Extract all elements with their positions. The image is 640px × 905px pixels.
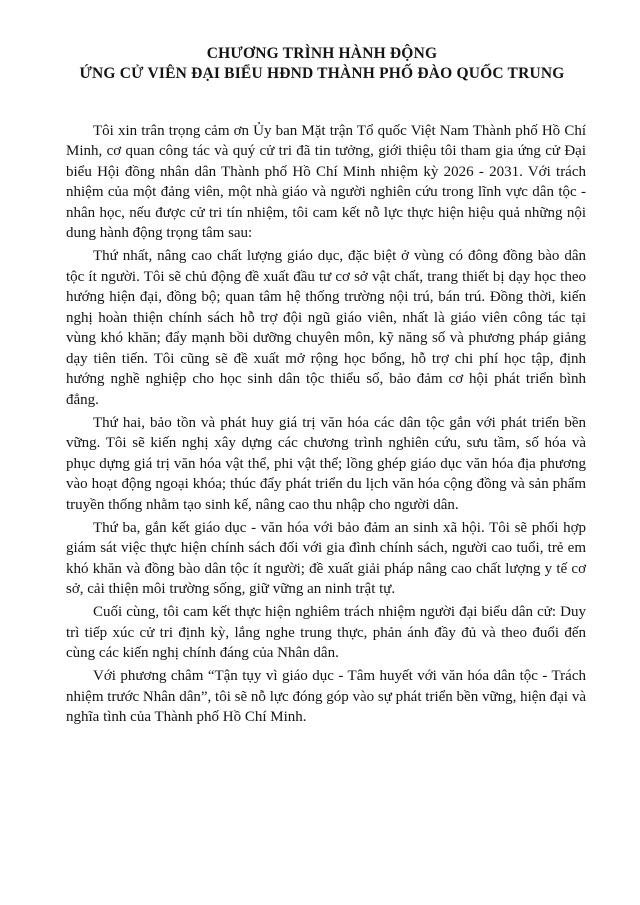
document-title-line-1: CHƯƠNG TRÌNH HÀNH ĐỘNG [206,45,438,62]
paragraph-intro: Tôi xin trân trọng cảm ơn Ủy ban Mặt trận Tổ quốc Việt Nam Thành phố Hồ Chí Minh, cơ quan công tác và quý cử tri đã tin tưởng, giới thiệu tôi tham gia ứng cử Đại biểu Hội đồng nhân dân Thành phố Hồ Chí Minh nhiệm kỳ 2026 - 2031. Với trách nhiệm của một đảng viên, một nhà giáo và người nghiên cứu trong lĩnh vực dân tộc - nhân học, nếu được cử tri tín nhiệm, tôi cam kết nỗ lực thực hiện hiệu quả những nội dung hành động trọng tâm sau: [66,122,586,241]
paragraph-motto-closing: Với phương châm “Tận tụy vì giáo dục - Tâm huyết với văn hóa dân tộc - Trách nhiệm trước Nhân dân”, tôi sẽ nỗ lực đóng góp vào sự phát triển bền vững, hiện đại và nghĩa tình của Thành phố Hồ Chí Minh. [66,668,586,725]
paragraph-final-commitment: Cuối cùng, tôi cam kết thực hiện nghiêm trách nhiệm người đại biểu dân cử: Duy trì tiếp xúc cử tri định kỳ, lắng nghe trung thực, phản ánh đầy đủ và theo đuổi đến cùng các kiến nghị chính đáng của Nhân dân. [66,604,586,661]
paragraph-first-point: Thứ nhất, nâng cao chất lượng giáo dục, đặc biệt ở vùng có đông đồng bào dân tộc ít người. Tôi sẽ chủ động đề xuất đầu tư cơ sở vật chất, trang thiết bị dạy học theo hướng hiện đại, đồng bộ; quan tâm hệ thống trường nội trú, bán trú. Đồng thời, kiến nghị hoàn thiện chính sách hỗ trợ đội ngũ giáo viên, nhất là giáo viên công tác tại vùng khó khăn; đẩy mạnh bồi dưỡng chuyên môn, kỹ năng số và phương pháp giảng dạy tiên tiến. Tôi cũng sẽ đề xuất mở rộng học bổng, hỗ trợ chi phí học tập, định hướng nghề nghiệp cho học sinh dân tộc thiểu số, bảo đảm cơ hội phát triển bình đẳng. [66,248,586,408]
paragraph-third-point: Thứ ba, gắn kết giáo dục - văn hóa với bảo đảm an sinh xã hội. Tôi sẽ phối hợp giám sát việc thực hiện chính sách đối với gia đình chính sách, người cao tuổi, trẻ em khó khăn và đồng bào dân tộc ít người; đề xuất giải pháp nâng cao chất lượng y tế cơ sở, cải thiện môi trường sống, giữ vững an ninh trật tự. [66,519,586,597]
document-body [66,118,586,728]
paragraph-second-point: Thứ hai, bảo tồn và phát huy giá trị văn hóa các dân tộc gắn với phát triển bền vững. Tôi sẽ kiến nghị xây dựng các chương trình nghiên cứu, sưu tầm, số hóa và phục dựng giá trị văn hóa vật thể, phi vật thể; lồng ghép giáo dục văn hóa địa phương vào hoạt động ngoại khóa; thúc đẩy phát triển du lịch văn hóa cộng đồng và sản phẩm truyền thống nhằm tạo sinh kế, nâng cao thu nhập cho người dân. [66,414,586,513]
document-title [58,44,586,84]
document-title-line-2: ỨNG CỬ VIÊN ĐẠI BIỂU HĐND THÀNH PHỐ ĐÀO QUỐC TRUNG [79,65,565,82]
